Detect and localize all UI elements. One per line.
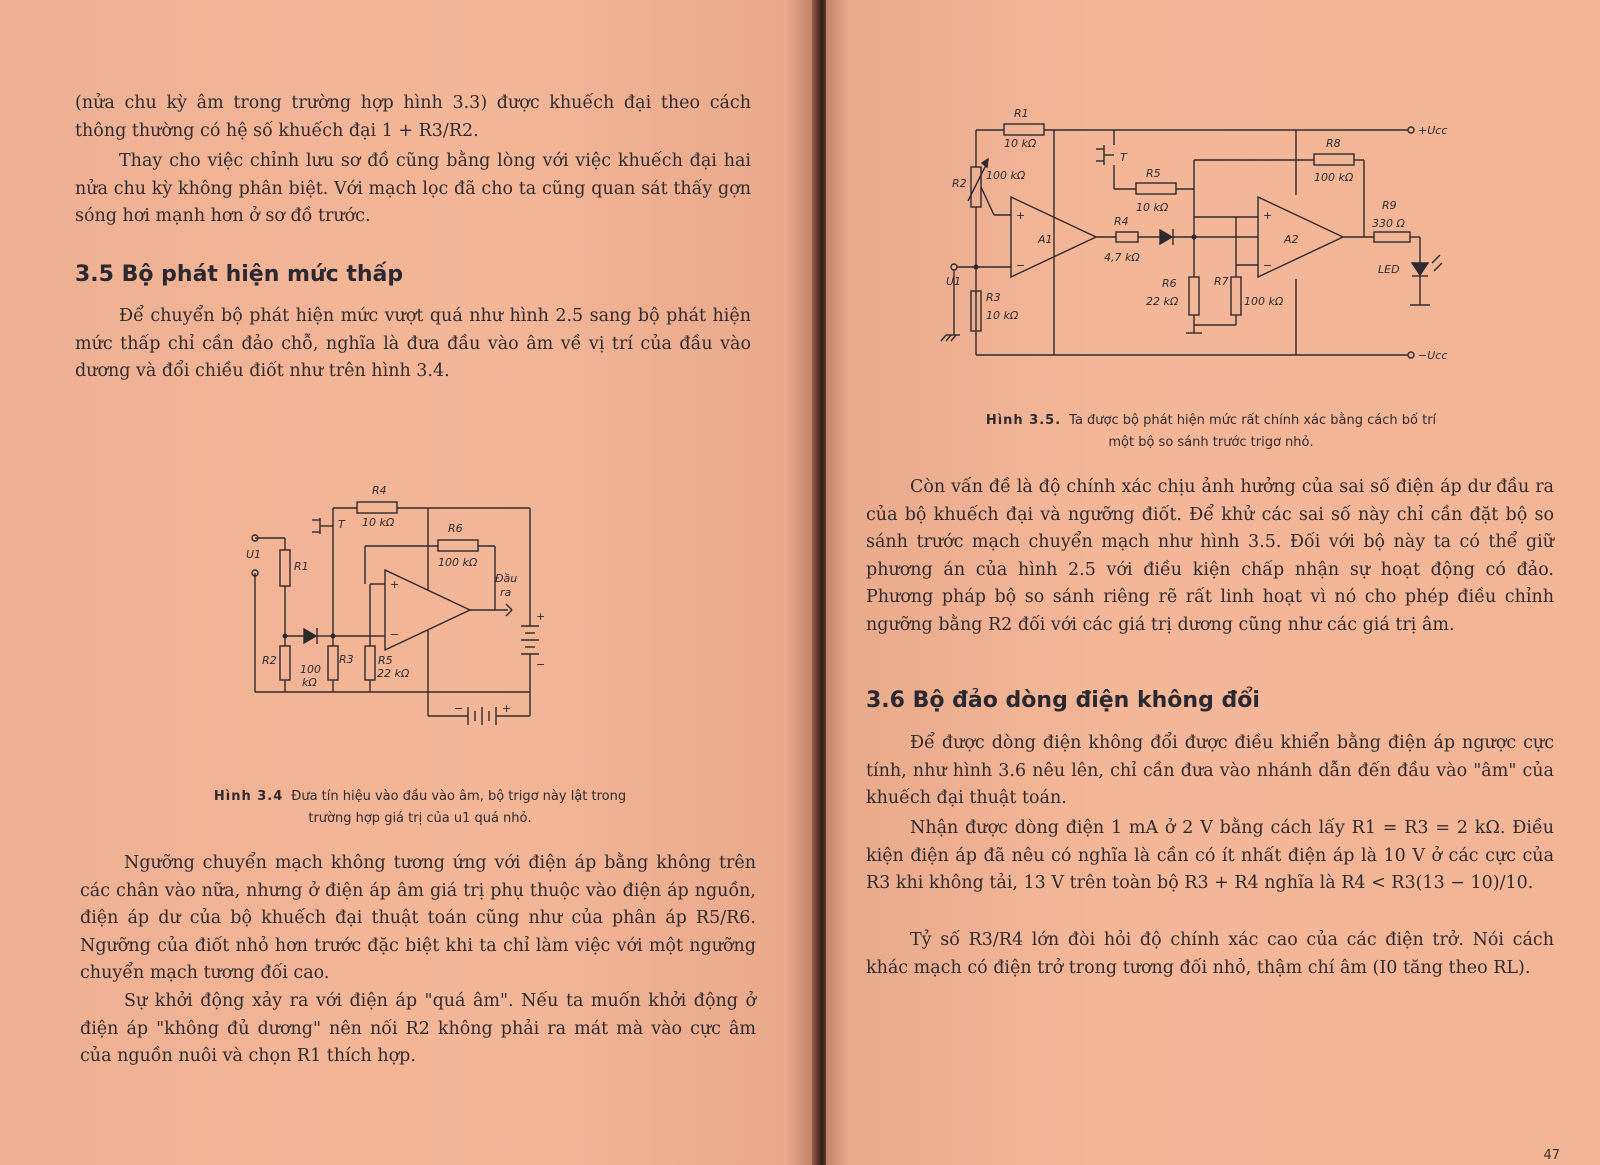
a1-plus: + [1016, 209, 1026, 222]
battery2-plus: + [502, 702, 512, 715]
opamp-minus: − [390, 628, 400, 641]
paragraph: Nhận được dòng điện 1 mA ở 2 V bằng cách lấy R1 = R3 = 2 kΩ. Điều kiện điện áp đã nêu có nghĩa là cần có ít nhất điện áp là 10 V ở các cực của R3 khi không tải, 13 V trên toàn bộ R3 + R4 nghĩa là R4 < R3(13 − 10)/10. [866, 818, 1554, 893]
label-r1: R1 [294, 560, 309, 573]
caption-line-1: Ta được bộ phát hiện mức rất chính xác bằng cách bố trí [1069, 413, 1437, 428]
paragraph: Thay cho việc chỉnh lưu sơ đồ cũng bằng lòng với việc khuếch đại hai nửa chu kỳ không phân biệt. Với mạch lọc đã cho ta cũng quan sát thấy gợn sóng hơi mạnh hơn ở sơ đồ trước. [75, 151, 751, 226]
section-heading: 3.5 Bộ phát hiện mức thấp [75, 262, 404, 287]
label-r4-value: 10 kΩ [362, 516, 395, 529]
label-r8: R8 [1326, 137, 1341, 150]
label-r9: R9 [1382, 199, 1397, 212]
label-u1: U1 [246, 548, 262, 561]
circuit-diagram-figure-3-5 [946, 105, 1456, 375]
label-r3: R3 [339, 653, 354, 666]
label-r5: R5 [378, 654, 393, 667]
caption-line-1: Đưa tín hiệu vào đầu vào âm, bộ trigơ này lật trong [291, 789, 627, 804]
a1-minus: − [1016, 259, 1026, 272]
label-r5-value: 22 kΩ [377, 667, 410, 680]
paragraph: Để chuyển bộ phát hiện mức vượt quá như hình 2.5 sang bộ phát hiện mức thấp chỉ cần đảo chỗ, nghĩa là đưa đầu vào âm về vị trí của đầu vào dương và đổi chiều điốt như trên hình 3.4. [75, 306, 751, 381]
label-r6: R6 [448, 522, 463, 535]
section-heading: 3.6 Bộ đảo dòng điện không đổi [866, 688, 1260, 713]
paragraph: Còn vấn đề là độ chính xác chịu ảnh hưởng của sai số điện áp dư đầu ra của bộ khuếch đại và ngưỡng điốt. Để khử các sai số này chỉ cần đặt bộ so sánh trước mạch chuyển mạch như hình 3.5. Đối với bộ này ta có thể giữ phương án của hình 2.5 với điều kiện chấp nhận sự hoạt động có đảo. Phương pháp bộ so sánh riêng rẽ rất linh hoạt vì nó cho phép điều chỉnh ngưỡng bằng R2 đối với các giá trị dương cũng như các giá trị âm. [866, 477, 1554, 635]
label-a1: A1 [1038, 233, 1053, 246]
label-r4: R4 [372, 484, 387, 497]
label-output-b: ra [500, 586, 512, 599]
label-r2: R2 [262, 654, 277, 667]
a2-plus: + [1263, 209, 1273, 222]
label-r4: R4 [1114, 215, 1129, 228]
figure-caption [886, 410, 1536, 454]
label-r7: R7 [1214, 275, 1229, 288]
paragraph: (nửa chu kỳ âm trong trường hợp hình 3.3) được khuếch đại theo cách thông thường có hệ số khuếch đại 1 + R3/R2. [75, 93, 751, 141]
label-r6-value: 100 kΩ [438, 556, 478, 569]
label-r2-value-a: 100 [300, 663, 321, 676]
page-number: 47 [1543, 1148, 1560, 1163]
label-r6: R6 [1162, 277, 1177, 290]
a2-minus: − [1263, 259, 1273, 272]
label-ucc-pos: +Ucc [1418, 124, 1448, 137]
label-led: LED [1378, 263, 1400, 276]
label-u1: U1 [946, 275, 962, 288]
caption-line-2: trường hợp giá trị của u1 quá nhỏ. [308, 811, 532, 826]
label-r2-value: 100 kΩ [986, 169, 1026, 182]
circuit-diagram-figure-3-4 [240, 478, 570, 748]
battery2-minus: − [454, 702, 464, 715]
label-r5: R5 [1146, 167, 1161, 180]
paragraph: Tỷ số R3/R4 lớn đòi hỏi độ chính xác cao của các điện trở. Nói cách khác mạch có điện trở trong tương đối nhỏ, thậm chí âm (I0 tăng theo RL). [866, 930, 1554, 978]
label-r2: R2 [952, 177, 967, 190]
label-t: T [338, 518, 345, 531]
label-r1-value: 10 kΩ [1004, 137, 1037, 150]
label-t: T [1120, 151, 1127, 164]
label-r1: R1 [1014, 107, 1029, 120]
label-a2: A2 [1284, 233, 1299, 246]
paragraph: Ngưỡng chuyển mạch không tương ứng với điện áp bằng không trên các chân vào nữa, nhưng ở điện áp âm giá trị phụ thuộc vào điện áp nguồn, điện áp dư của bộ khuếch đại thuật toán cũng như của phân áp R5/R6. Ngưỡng của điốt nhỏ hơn trước đặc biệt khi ta chỉ làm việc với một ngưỡng chuyển mạch tương đối cao. [80, 853, 756, 983]
battery-plus: + [536, 610, 546, 623]
label-r5-value: 10 kΩ [1136, 201, 1169, 214]
paragraph: Để được dòng điện không đổi được điều khiển bằng điện áp ngược cực tính, như hình 3.6 nêu lên, chỉ cần đưa vào nhánh dẫn đến đầu vào "âm" của khuếch đại thuật toán. [866, 733, 1554, 808]
figure-caption [120, 786, 720, 830]
caption-label: Hình 3.4 [213, 789, 284, 804]
label-r9-value: 330 Ω [1372, 217, 1405, 230]
label-r4-value: 4,7 kΩ [1104, 251, 1140, 264]
label-r7-value: 100 kΩ [1244, 295, 1284, 308]
caption-line-2: một bộ so sánh trước trigơ nhỏ. [1108, 435, 1314, 450]
label-r3-value: 10 kΩ [986, 309, 1019, 322]
label-r3: R3 [986, 291, 1001, 304]
label-r8-value: 100 kΩ [1314, 171, 1354, 184]
caption-label: Hình 3.5. [985, 413, 1062, 428]
label-r6-value: 22 kΩ [1146, 295, 1179, 308]
paragraph: Sự khởi động xảy ra với điện áp "quá âm". Nếu ta muốn khởi động ở điện áp "không đủ dương" nên nối R2 không phải ra mát mà vào cực âm của nguồn nuôi và chọn R1 thích hợp. [80, 991, 756, 1066]
right-page [826, 0, 1600, 1165]
label-r2-value-b: kΩ [302, 676, 317, 689]
label-output-a: Đầu [495, 572, 518, 585]
label-ucc-neg: −Ucc [1418, 349, 1448, 362]
opamp-plus: + [390, 578, 400, 591]
battery-minus: − [536, 658, 546, 671]
